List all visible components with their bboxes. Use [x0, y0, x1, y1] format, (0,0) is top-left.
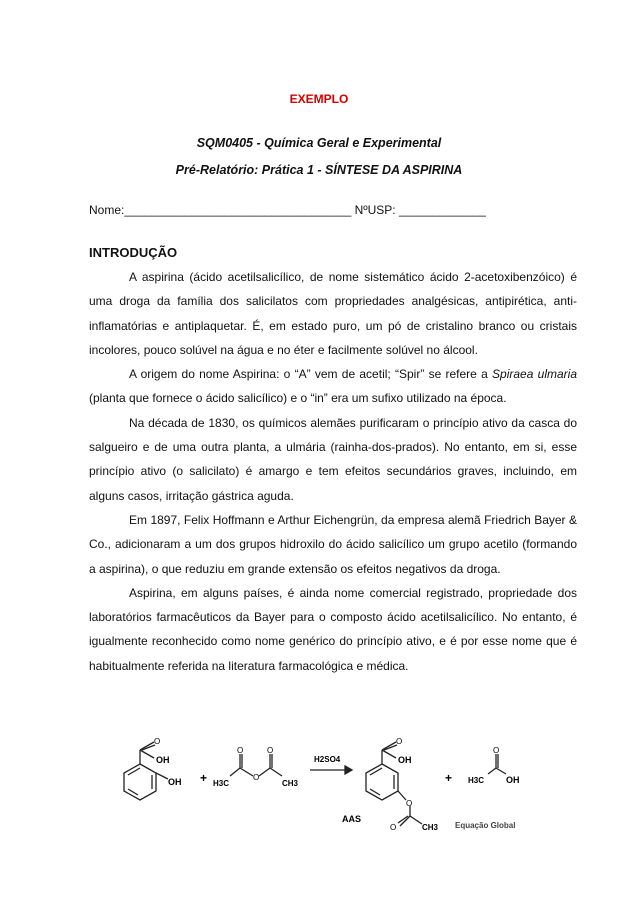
aspirin-ch3: CH3 [422, 823, 439, 832]
paragraph-5: Aspirina, em alguns países, é ainda nome comercial registrado, propriedade dos laboratórios farmacêuticos da Bayer para o composto ácido acetilsalicílico. No entanto, é igualmente reconhecido como nome genérico do princípio ativo, e é por esse nome que é habitualmente referida na literatura farmacológica e médica. [89, 585, 577, 673]
introduction-body [89, 265, 577, 678]
aas-label: AAS [342, 814, 362, 824]
anhydride-h3c: H3C [213, 779, 230, 788]
plus-sign: + [200, 771, 208, 785]
equation-caption: Equação Global [455, 821, 516, 830]
aspirin-synthesis-reaction [110, 730, 530, 840]
acetic-acid-o: O [493, 746, 500, 755]
acetic-acid-structure [488, 754, 506, 774]
anhydride-bridge-o: O [253, 773, 260, 782]
example-label: EXEMPLO [289, 92, 349, 106]
paragraph-1: A aspirina (ácido acetilsalicílico, de nome sistemático ácido 2-acetoxibenzóico) é uma droga da família dos salicilatos com propriedades analgésicas, antipirética, anti-inflamatórias e antiplaquetar. É, em estado puro, um pó de cristalino branco ou cristais incolores, pouco solúvel na água e no éter e facilmente solúvel no álcool. [89, 270, 577, 357]
salicylic-cooh-oh: OH [156, 755, 170, 765]
anhydride-ch3: CH3 [282, 779, 299, 788]
aspirin-ester-o: O [406, 799, 413, 808]
plus-sign-2: + [445, 771, 453, 785]
aspirin-cooh-oh: OH [398, 755, 412, 765]
aspirin-carbonyl-o: O [396, 737, 403, 746]
species-name: Spiraea ulmaria [492, 367, 577, 382]
paragraph-2 [89, 362, 577, 411]
course-title: SQM0405 - Química Geral e Experimental [196, 136, 442, 150]
report-subtitle: Pré-Relatório: Prática 1 - SÍNTESE DA ASPIRINA [175, 163, 463, 177]
paragraph-4: Em 1897, Felix Hoffmann e Arthur Eichengrün, da empresa alemã Friedrich Bayer & Co., adicionaram a um dos grupos hidroxilo do ácido salicílico um grupo acetilo (formando a aspirina), o que reduziu em grande extensão os efeitos negativos da droga. [89, 512, 577, 576]
name-usp-line: Nome:__________________________________ NºUSP: _____________ [89, 203, 486, 217]
aspirin-structure [366, 742, 422, 826]
salicylic-carbonyl-o: O [154, 737, 161, 746]
acetic-acid-h3c: H3C [468, 776, 485, 785]
salicylic-phenol-oh: OH [168, 777, 182, 787]
section-title: INTRODUÇÃO [89, 245, 178, 260]
anhydride-o-2: O [267, 746, 274, 755]
catalyst-label: H2SO4 [314, 755, 341, 764]
acetic-acid-oh: OH [506, 775, 520, 785]
paragraph-2-start: A origem do nome Aspirina: o “A” vem de acetil; “Spir” se refere a [129, 367, 493, 382]
aspirin-acetyl-o: O [390, 823, 397, 832]
paragraph-3: Na década de 1830, os químicos alemães purificaram o princípio ativo da casca do salgueiro e de uma outra planta, a ulmária (rainha-dos-prados). No entanto, em si, esse princípio ativo (o salicilato) é amargo e tem efeitos secundários graves, incluindo, em alguns casos, irritação gástrica aguda. [89, 415, 577, 503]
salicylic-acid-structure [124, 742, 168, 800]
reaction-arrow [310, 766, 352, 774]
anhydride-o-1: O [237, 746, 244, 755]
paragraph-2-end: (planta que fornece o ácido salicílico) e o “in” era um sufixo utilizado na época. [89, 391, 507, 406]
